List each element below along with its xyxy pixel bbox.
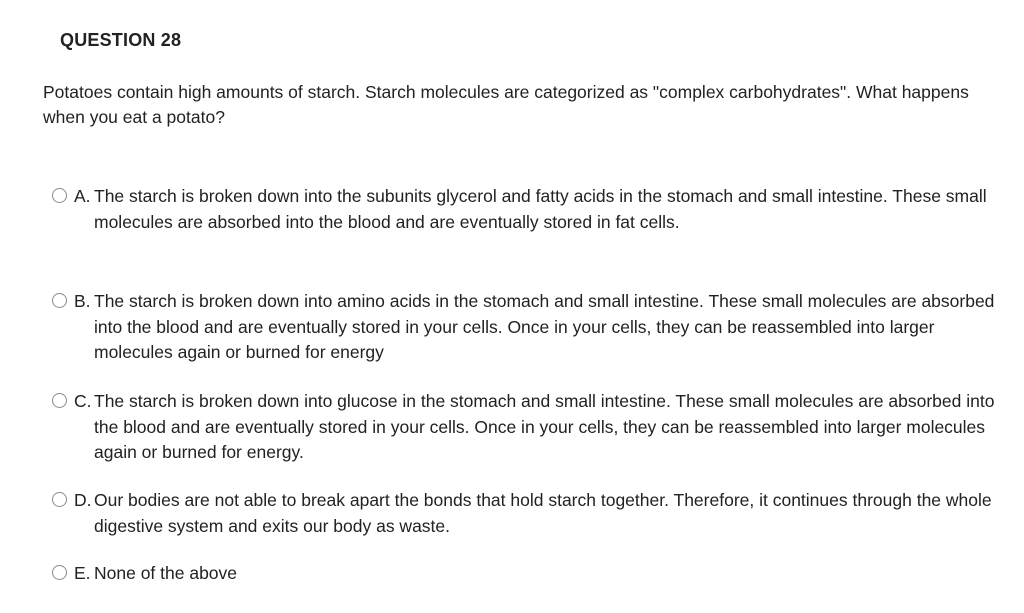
- option-text-d[interactable]: Our bodies are not able to break apart the bonds that hold starch together. Therefore, it continues through the whole digestive system and exits our body as waste.: [94, 490, 992, 536]
- option-text-e[interactable]: None of the above: [94, 563, 238, 583]
- option-letter-c: C.: [74, 391, 92, 411]
- option-letter-a: A.: [74, 186, 91, 206]
- radio-button-b[interactable]: [52, 293, 67, 308]
- radio-button-e[interactable]: [52, 565, 67, 580]
- option-letter-d: D.: [74, 490, 92, 510]
- question-number-heading: QUESTION 28: [60, 30, 182, 50]
- question-prompt: Potatoes contain high amounts of starch. Starch molecules are categorized as "complex carbohydrates". What happens when you eat a potato?: [43, 82, 969, 127]
- radio-button-a[interactable]: [52, 188, 67, 203]
- radio-button-d[interactable]: [52, 492, 67, 507]
- option-text-a[interactable]: The starch is broken down into the subunits glycerol and fatty acids in the stomach and small intestine. These small molecules are absorbed into the blood and are eventually stored in fat cells.: [94, 186, 987, 232]
- option-text-c[interactable]: The starch is broken down into glucose in the stomach and small intestine. These small molecules are absorbed into the blood and are eventually stored in your cells. Once in your cells, they can be reassembled into larger molecules again or burned for energy.: [94, 391, 995, 462]
- option-letter-e: E.: [74, 563, 91, 583]
- radio-button-c[interactable]: [52, 393, 67, 408]
- option-letter-b: B.: [74, 291, 91, 311]
- option-text-b[interactable]: The starch is broken down into amino acids in the stomach and small intestine. These small molecules are absorbed into the blood and are eventually stored in your cells. Once in your cells, they can be reassembled into larger molecules again or burned for energy: [94, 291, 995, 362]
